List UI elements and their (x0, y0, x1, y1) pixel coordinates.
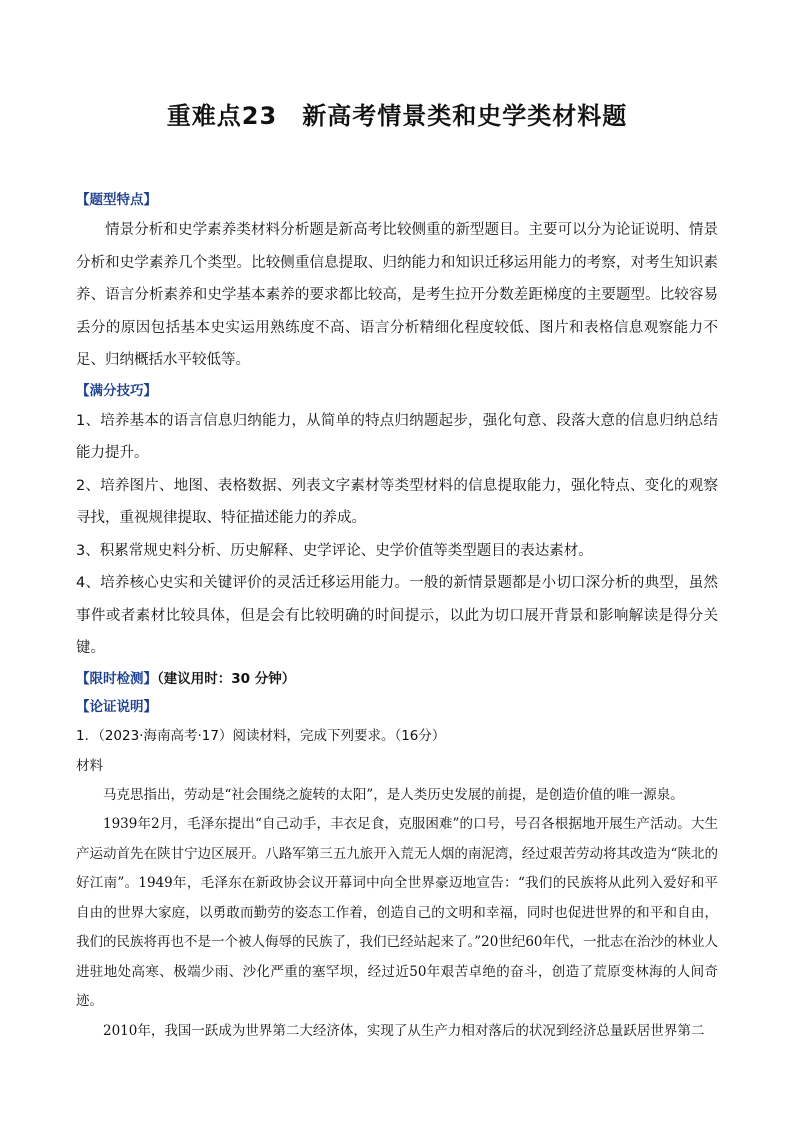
material-paragraph-2: 1939年2月，毛泽东提出“自己动手，丰衣足食，克服困难”的口号，号召各根据地开展生产活动。大生产运动首先在陕甘宁边区展开。八路军第三五九旅开入荒无人烟的南泥湾，经过艰苦劳动将其改造为“陕北的好江南”。1949年，毛泽东在新政协会议开幕词中向全世界豪迈地宣告：“我们的民族将从此列入爱好和平自由的世界大家庭，以勇敢而勤劳的姿态工作着，创造自己的文明和幸福，同时也促进世界的和平和自由，我们的民族将再也不是一个被人侮辱的民族了，我们已经站起来了。”20世纪60年代，一批志在治沙的林业人进驻地处高寒、极端少雨、沙化严重的塞罕坝，经过近50年艰苦卓绝的奋斗，创造了荒原变林海的人间奇迹。 (76, 816, 719, 1009)
material-paragraph-1: 马克思指出，劳动是“社会围绕之旋转的太阳”，是人类历史发展的前提，是创造价值的唯一源泉。 (103, 786, 684, 803)
section-head-argument: 【论证说明】 (76, 698, 157, 715)
material-label: 材料 (76, 757, 103, 774)
section-head-skills: 【满分技巧】 (76, 382, 157, 399)
page-title: 重难点23 新高考情景类和史学类材料题 (166, 102, 628, 130)
skill-item-1: 1、培养基本的语言信息归纳能力，从简单的特点归纳题起步，强化句意、段落大意的信息归纳总结能力提升。 (76, 412, 718, 461)
skill-item-3: 3、积累常规史料分析、历史解释、史学评论、史学价值等类型题目的表达素材。 (76, 542, 593, 559)
test-head-label: 【限时检测】 (76, 670, 157, 687)
section-head-features: 【题型特点】 (76, 192, 157, 208)
section-head-test (76, 665, 718, 693)
material-paragraph-3: 2010年，我国一跃成为世界第二大经济体，实现了从生产力相对落后的状况到经济总量跃居世界第二 (103, 1022, 705, 1039)
test-time-note: （建议用时：30 分钟） (157, 670, 296, 687)
skill-item-2: 2、培养图片、地图、表格数据、列表文字素材等类型材料的信息提取能力，强化特点、变化的观察寻找，重视规律提取、特征描述能力的养成。 (76, 477, 718, 526)
document-page (76, 96, 718, 1046)
skill-item-4: 4、培养核心史实和关键评价的灵活迁移运用能力。一般的新情景题都是小切口深分析的典型，虽然事件或者素材比较具体，但是会有比较明确的时间提示，以此为切口展开背景和影响解读是得分关键。 (76, 575, 718, 656)
question-1-line: 1．（2023·海南高考·17）阅读材料，完成下列要求。（16分） (76, 727, 446, 744)
features-paragraph: 情景分析和史学素养类材料分析题是新高考比较侧重的新型题目。主要可以分为论证说明、情景分析和史学素养几个类型。比较侧重信息提取、归纳能力和知识迁移运用能力的考察，对考生知识素养、语言分析素养和史学基本素养的要求都比较高，是考生拉开分数差距梯度的主要题型。比较容易丢分的原因包括基本史实运用熟练度不高、语言分析精细化程度较低、图片和表格信息观察能力不足、归纳概括水平较低等。 (76, 222, 718, 368)
